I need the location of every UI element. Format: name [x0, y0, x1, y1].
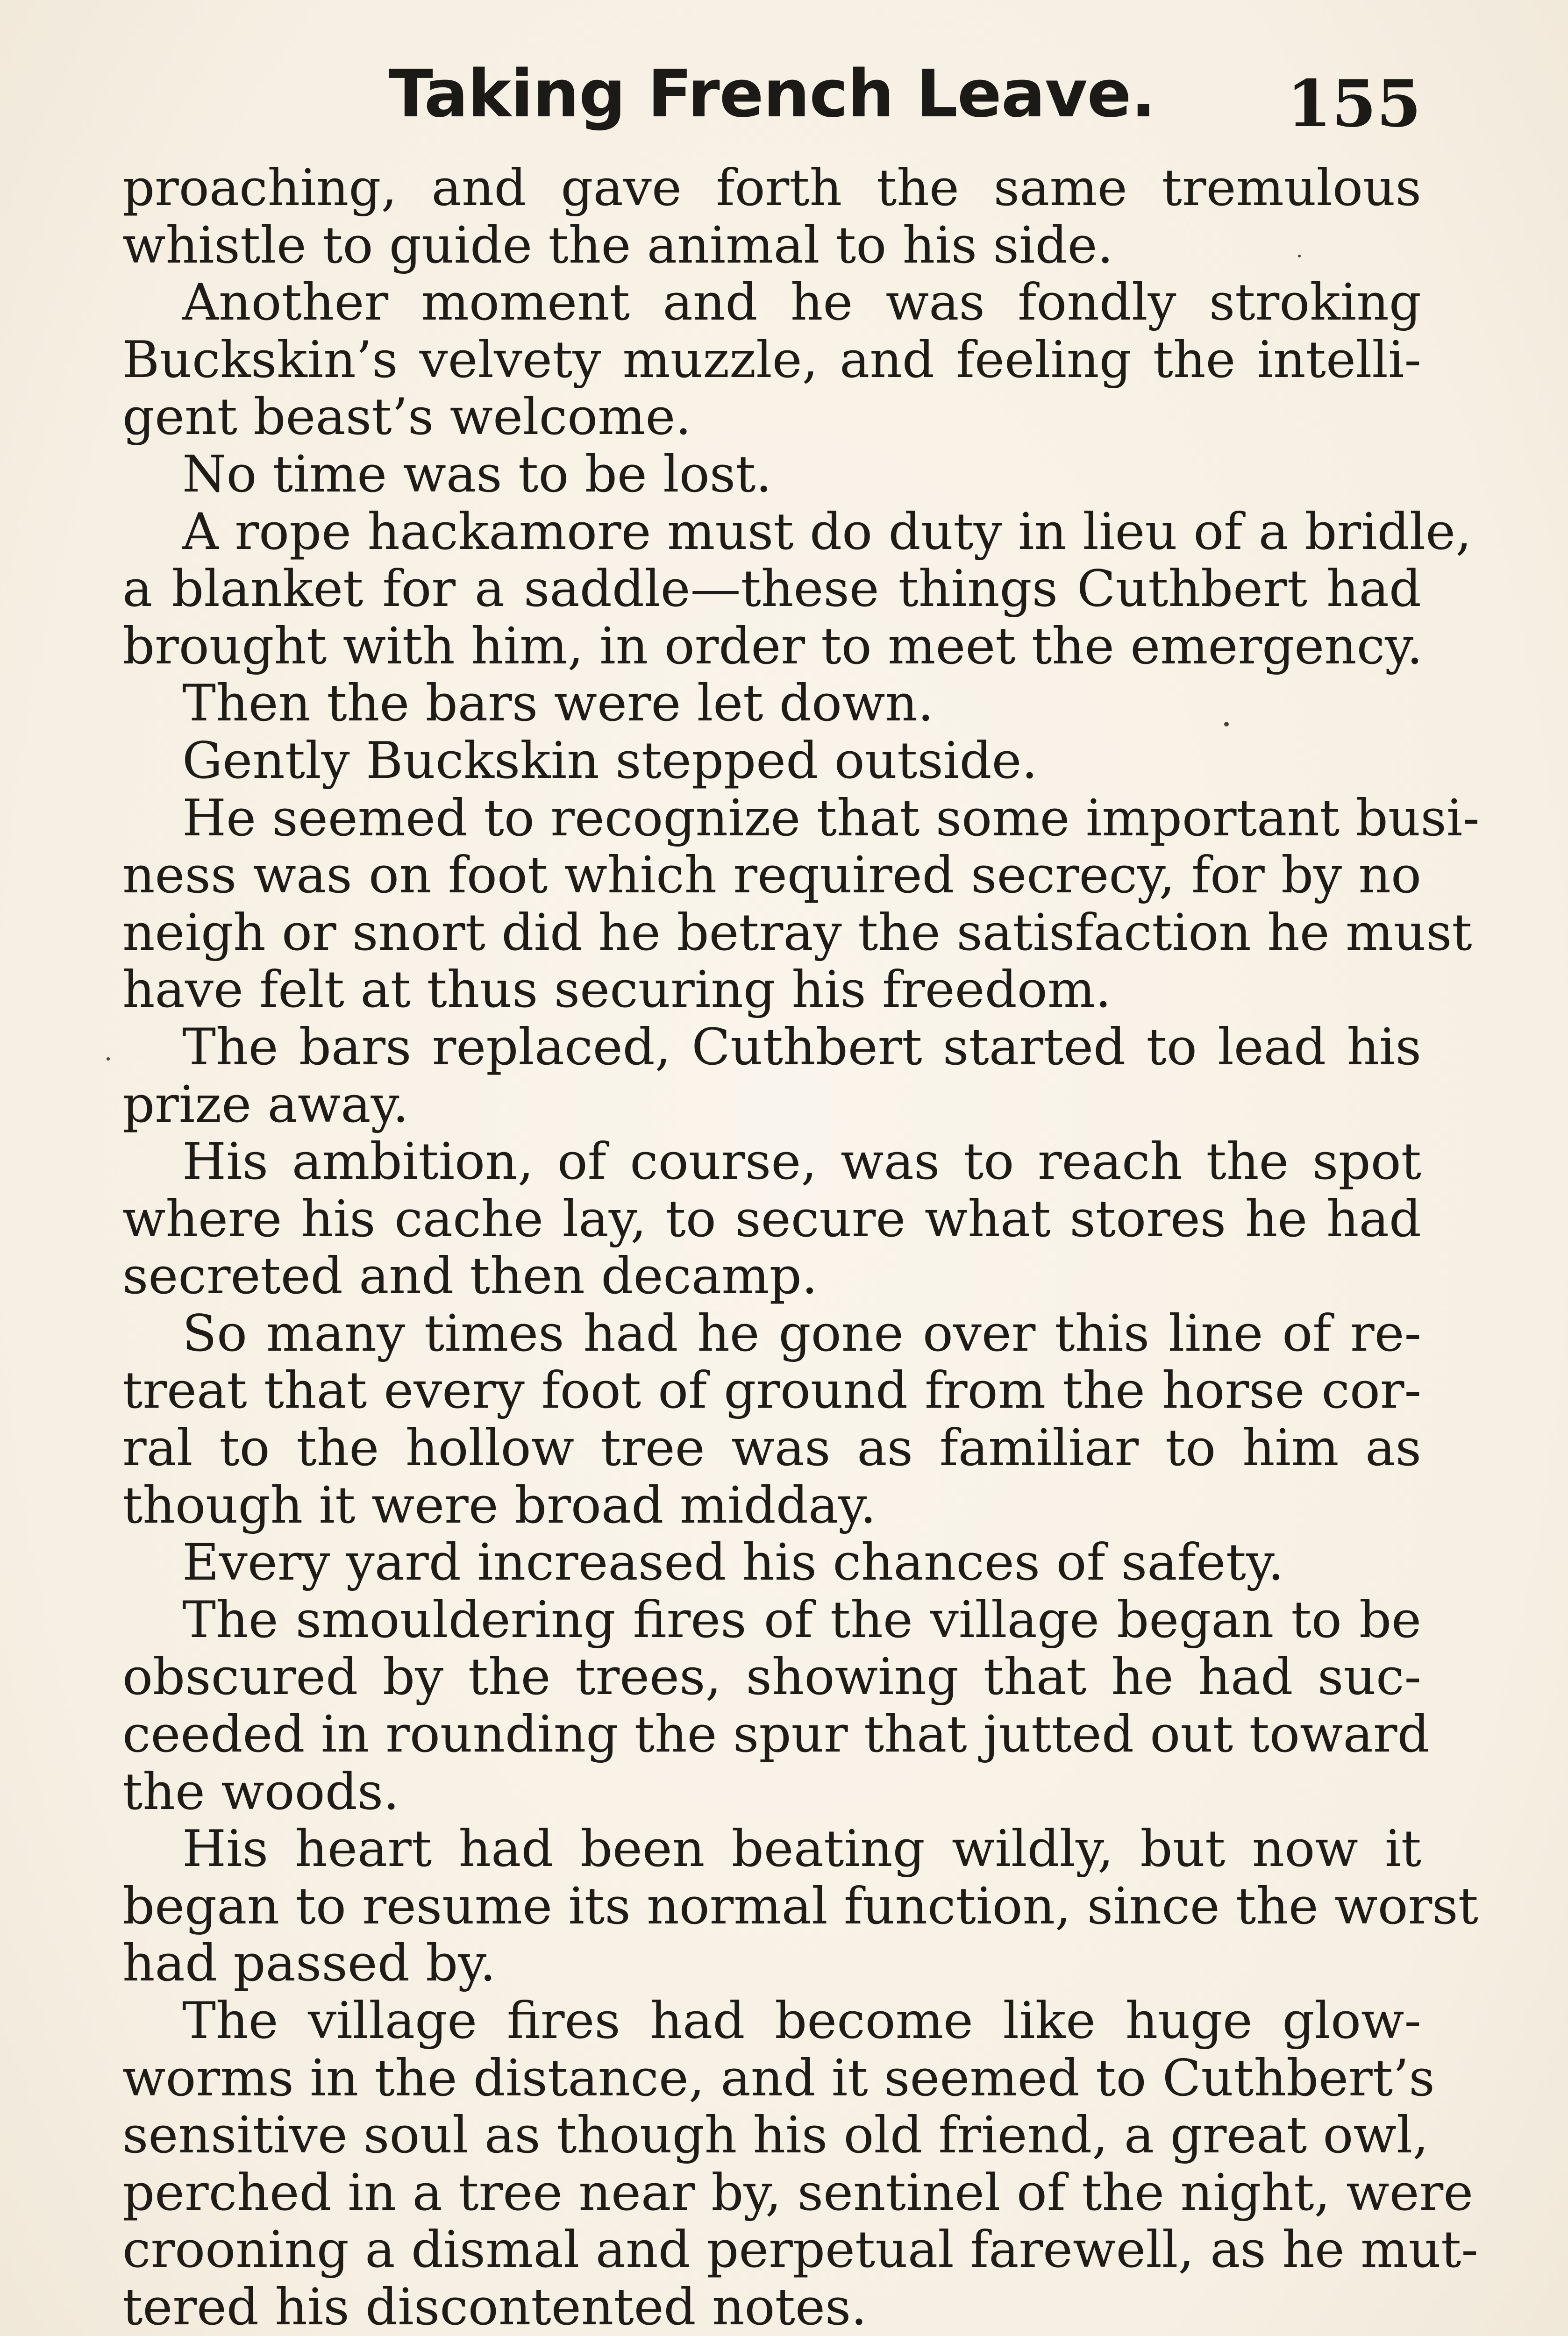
text-line: gent beast’s welcome. — [122, 388, 691, 447]
ink-speck — [1224, 722, 1229, 726]
text-line: prize away. — [122, 1075, 409, 1134]
text-line: proaching, and gave forth the same tremulous — [122, 159, 1421, 217]
text-line: Then the bars were let down. — [182, 674, 934, 733]
text-line: Another moment and he was fondly stroking — [182, 273, 1421, 332]
text-line: whistle to guide the animal to his side. — [122, 216, 1113, 275]
text-line: a blanket for a saddle—these things Cuthbert had — [122, 560, 1421, 619]
text-line: Buckskin’s velvety muzzle, and feeling the intelli- — [122, 330, 1421, 389]
text-line: have felt at thus securing his freedom. — [122, 961, 1112, 1019]
text-line: Every yard increased his chances of safety. — [182, 1533, 1284, 1592]
text-line: obscured by the trees, showing that he had suc- — [122, 1648, 1421, 1707]
text-line: worms in the distance, and it seemed to Cuthbert’s — [122, 2049, 1435, 2108]
text-line: The smouldering fires of the village began to be — [182, 1590, 1421, 1649]
text-line: secreted and then decamp. — [122, 1247, 818, 1306]
text-line: The village fires had become like huge glow- — [182, 1992, 1421, 2050]
text-line: though it were broad midday. — [122, 1476, 877, 1535]
text-line: where his cache lay, to secure what stores he had — [122, 1189, 1421, 1248]
text-line: He seemed to recognize that some important busi- — [182, 789, 1480, 848]
ink-speck — [1298, 255, 1301, 257]
text-line: perched in a tree near by, sentinel of the night, were — [122, 2163, 1474, 2222]
text-line: A rope hackamore must do duty in lieu of a bridle, — [182, 502, 1472, 561]
text-line: So many times had he gone over this line of re- — [182, 1304, 1421, 1363]
text-line: had passed by. — [122, 1934, 496, 1993]
body-text — [122, 159, 1480, 2336]
text-line: The bars replaced, Cuthbert started to lead his — [182, 1018, 1421, 1076]
running-title: Taking French Leave. — [388, 56, 1155, 132]
page-header — [122, 51, 1421, 145]
text-line: ral to the hollow tree was as familiar to him as — [122, 1419, 1421, 1478]
text-line: No time was to be lost. — [182, 445, 772, 504]
ink-speck — [107, 1057, 110, 1061]
text-line: treat that every foot of ground from the horse cor- — [122, 1361, 1421, 1420]
text-line: ness was on foot which required secrecy, for by no — [122, 846, 1421, 905]
text-line: began to resume its normal function, since the worst — [122, 1877, 1479, 1936]
text-line: Gently Buckskin stepped outside. — [182, 731, 1038, 790]
text-line: the woods. — [122, 1762, 399, 1821]
text-line: crooning a dismal and perpetual farewell, as he mut- — [122, 2221, 1478, 2279]
page-number: 155 — [1286, 65, 1421, 142]
text-line: brought with him, in order to meet the emergency. — [122, 617, 1423, 676]
text-line: tered his discontented notes. — [122, 2278, 867, 2336]
text-line: ceeded in rounding the spur that jutted out toward — [122, 1705, 1430, 1764]
text-line: His ambition, of course, was to reach the spot — [182, 1132, 1421, 1191]
text-line: sensitive soul as though his old friend, a great owl, — [122, 2106, 1429, 2165]
text-line: neigh or snort did he betray the satisfaction he must — [122, 903, 1472, 962]
text-line: His heart had been beating wildly, but now it — [182, 1820, 1421, 1879]
